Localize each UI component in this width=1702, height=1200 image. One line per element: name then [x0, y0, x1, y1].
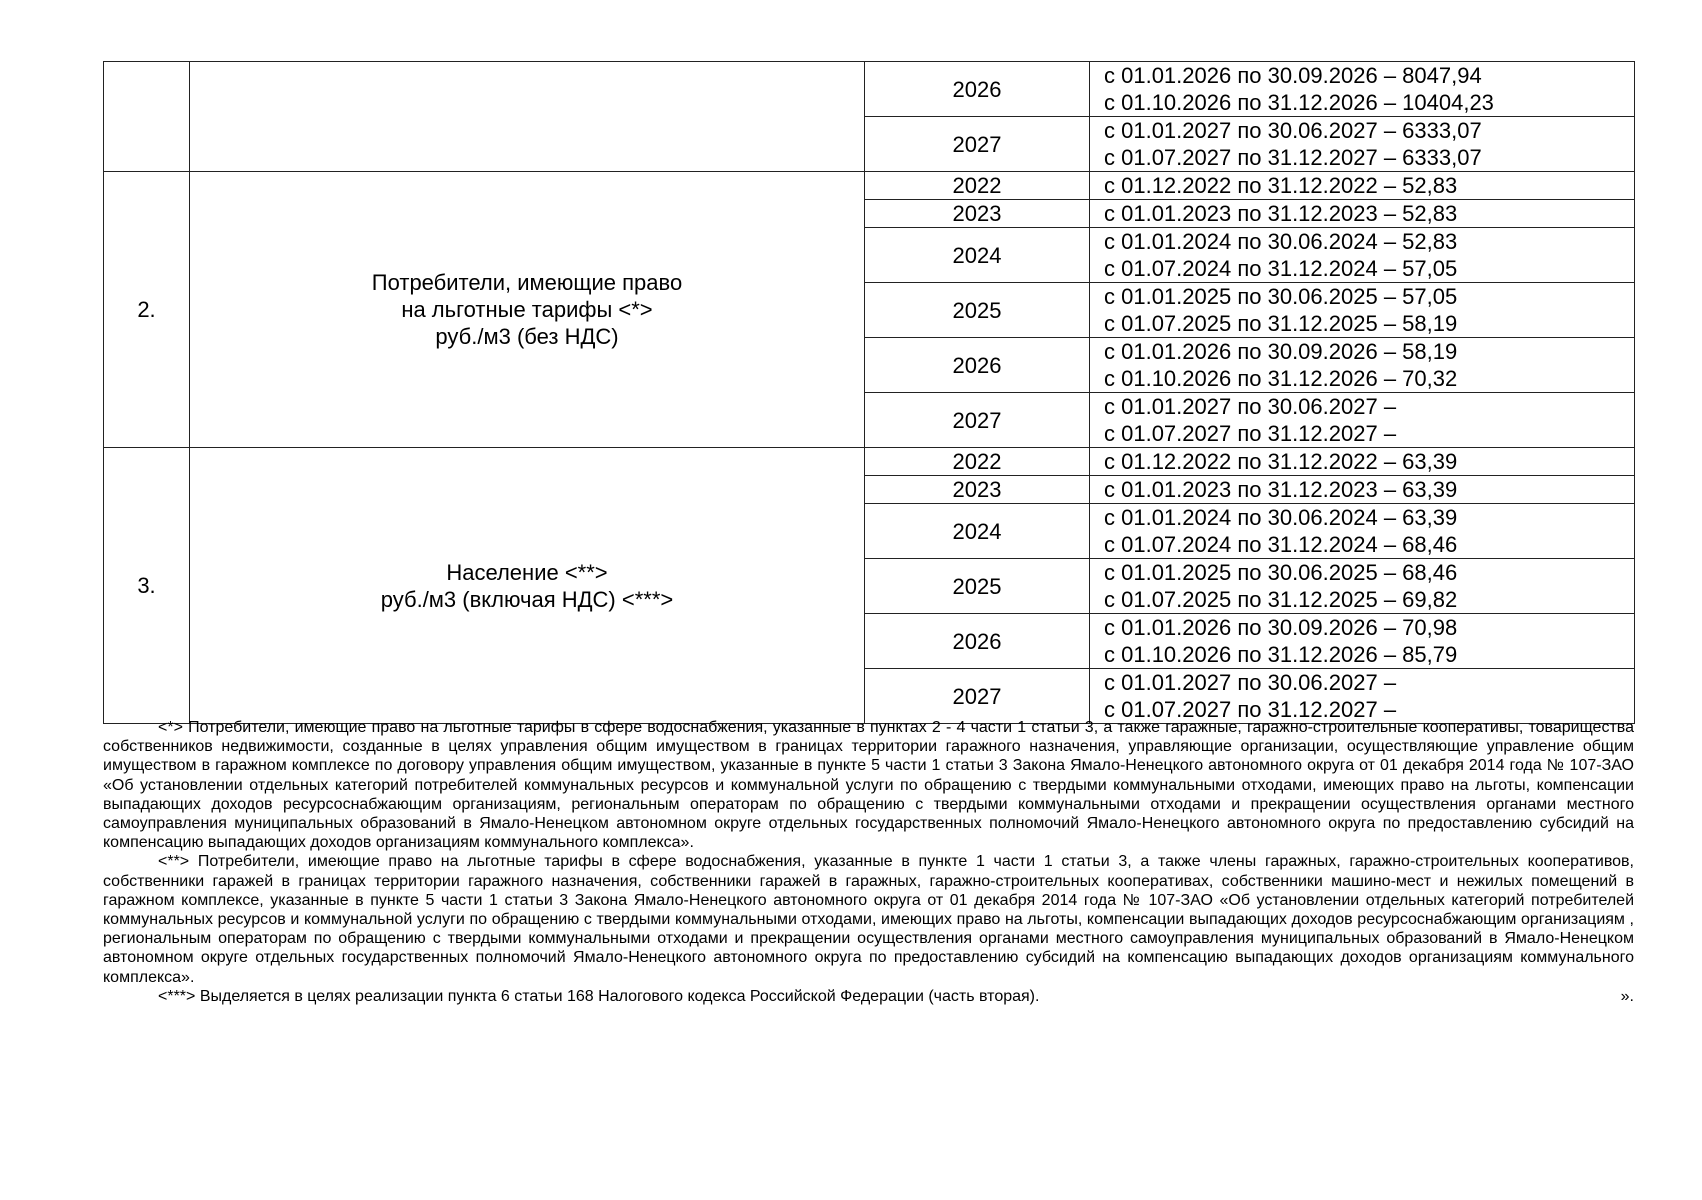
- year-cell: 2022: [865, 172, 1090, 200]
- consumer-category-cell: [190, 62, 865, 172]
- table-row: [104, 448, 1635, 476]
- consumer-category-line: Потребители, имеющие право: [371, 270, 683, 295]
- footnotes: [103, 718, 1634, 1006]
- year-cell: 2026: [865, 62, 1090, 117]
- table-row: [104, 62, 1635, 117]
- period-cell: [1090, 504, 1635, 559]
- period-line: с 01.01.2025 по 30.06.2025 – 68,46: [1104, 560, 1458, 585]
- period-line: с 01.01.2027 по 30.06.2027 –: [1104, 670, 1397, 695]
- closing-quote-mark: ».: [1620, 987, 1634, 1005]
- row-number-cell: 3.: [104, 448, 190, 724]
- consumer-category-line: руб./м3 (включая НДС) <***>: [380, 586, 674, 612]
- year-cell: 2027: [865, 669, 1090, 724]
- period-line: с 01.01.2024 по 30.06.2024 – 63,39: [1104, 505, 1458, 530]
- consumer-category-cell: [190, 448, 865, 724]
- period-line: с 01.01.2027 по 30.06.2027 –: [1104, 394, 1397, 419]
- period-line: с 01.10.2026 по 31.12.2026 – 85,79: [1104, 642, 1458, 667]
- year-cell: 2026: [865, 338, 1090, 393]
- period-cell: [1090, 228, 1635, 283]
- period-line: с 01.10.2026 по 31.12.2026 – 10404,23: [1104, 90, 1494, 115]
- year-cell: 2022: [865, 448, 1090, 476]
- period-line: с 01.12.2022 по 31.12.2022 – 52,83: [1104, 173, 1458, 198]
- period-cell: [1090, 62, 1635, 117]
- consumer-category-line: на льготные тарифы <*>: [401, 297, 653, 322]
- year-cell: 2024: [865, 504, 1090, 559]
- period-cell: [1090, 559, 1635, 614]
- footnote-3: [103, 987, 1634, 1006]
- period-cell: [1090, 338, 1635, 393]
- row-number-cell: 2.: [104, 172, 190, 448]
- period-line: с 01.01.2027 по 30.06.2027 – 6333,07: [1104, 118, 1482, 143]
- footnote-3-text: <***> Выделяется в целях реализации пункта 6 статьи 168 Налогового кодекса Российской Федерации (часть вторая).: [158, 987, 1040, 1005]
- period-line: с 01.10.2026 по 31.12.2026 – 70,32: [1104, 366, 1458, 391]
- period-line: с 01.01.2026 по 30.09.2026 – 58,19: [1104, 339, 1458, 364]
- period-line: с 01.07.2024 по 31.12.2024 – 57,05: [1104, 256, 1458, 281]
- period-line: с 01.07.2027 по 31.12.2027 –: [1104, 697, 1397, 722]
- period-cell: [1090, 393, 1635, 448]
- period-line: с 01.07.2027 по 31.12.2027 – 6333,07: [1104, 145, 1482, 170]
- footnote-2: <**> Потребители, имеющие право на льготные тарифы в сфере водоснабжения, указанные в пункте 1 части 1 статьи 3, а также члены гаражных, гаражно-строительных кооперативов, собственники гаражей в границах территории гаражного назначения, собственники гаражей в гаражных, гаражно-строительных кооперативах, собственники машино-мест и нежилых помещений в гаражном комплексе, указанные в пункте 5 части 1 статьи 3 Закона Ямало-Ненецкого автономного округа от 01 декабря 2014 года № 107-ЗАО «Об установлении отдельных категорий потребителей коммунальных ресурсов и коммунальной услуги по обращению с твердыми коммунальными отходами, имеющих право на льготы, компенсации выпадающих доходов ресурсоснабжающим организациям , региональным операторам по обращению с твердыми коммунальными отходами и прекращении осуществления органами местного самоуправления муниципальных образований в Ямало-Ненецком автономном округе отдельных государственных полномочий Ямало-Ненецкого автономного округа по предоставлению субсидий на компенсацию выпадающих доходов организациям коммунального комплекса».: [103, 853, 1634, 986]
- year-cell: 2025: [865, 283, 1090, 338]
- footnote-1: <*> Потребители, имеющие право на льготные тарифы в сфере водоснабжения, указанные в пунктах 2 - 4 части 1 статьи 3, а также гаражные, гаражно-строительные кооперативы, товарищества собственников недвижимости, созданные в целях управления общим имуществом в границах территории гаражного назначения, управляющие организации, осуществляющие управление общим имуществом в гаражном комплексе по договору управления общим имуществом, указанные в пункте 5 части 1 статьи 3 Закона Ямало-Ненецкого автономного округа от 01 декабря 2014 года № 107-ЗАО «Об установлении отдельных категорий потребителей коммунальных ресурсов и коммунальной услуги по обращению с твердыми коммунальными отходами, имеющих право на льготы, компенсации выпадающих доходов ресурсоснабжающим организациям, региональным операторам по обращению с твердыми коммунальными отходами и прекращении осуществления органами местного самоуправления муниципальных образований в Ямало-Ненецком автономном округе отдельных государственных полномочий Ямало-Ненецкого автономного округа по предоставлению субсидий на компенсацию выпадающих доходов организациям коммунального комплекса».: [103, 719, 1634, 852]
- table-row: [104, 172, 1635, 200]
- year-cell: 2025: [865, 559, 1090, 614]
- consumer-category-line: Население <**>: [446, 559, 608, 585]
- year-cell: 2023: [865, 476, 1090, 504]
- period-cell: [1090, 476, 1635, 504]
- period-line: с 01.01.2026 по 30.09.2026 – 70,98: [1104, 615, 1458, 640]
- period-cell: [1090, 283, 1635, 338]
- consumer-category-cell: [190, 172, 865, 448]
- period-cell: [1090, 448, 1635, 476]
- year-cell: 2027: [865, 393, 1090, 448]
- period-line: с 01.01.2025 по 30.06.2025 – 57,05: [1104, 284, 1458, 309]
- period-line: с 01.07.2024 по 31.12.2024 – 68,46: [1104, 532, 1458, 557]
- period-cell: [1090, 669, 1635, 724]
- period-line: с 01.01.2024 по 30.06.2024 – 52,83: [1104, 229, 1458, 254]
- period-line: с 01.07.2027 по 31.12.2027 –: [1104, 421, 1397, 446]
- year-cell: 2027: [865, 117, 1090, 172]
- row-number-cell: [104, 62, 190, 172]
- year-cell: 2024: [865, 228, 1090, 283]
- tariff-table: [103, 61, 1635, 724]
- period-cell: [1090, 117, 1635, 172]
- period-line: с 01.07.2025 по 31.12.2025 – 69,82: [1104, 587, 1458, 612]
- consumer-category-line: руб./м3 (без НДС): [435, 324, 619, 349]
- period-line: с 01.01.2026 по 30.09.2026 – 8047,94: [1104, 63, 1482, 88]
- period-line: с 01.12.2022 по 31.12.2022 – 63,39: [1104, 449, 1458, 474]
- period-cell: [1090, 200, 1635, 228]
- period-line: с 01.01.2023 по 31.12.2023 – 63,39: [1104, 477, 1458, 502]
- period-line: с 01.07.2025 по 31.12.2025 – 58,19: [1104, 311, 1458, 336]
- year-cell: 2026: [865, 614, 1090, 669]
- tariff-table-body: [104, 62, 1635, 724]
- period-cell: [1090, 614, 1635, 669]
- year-cell: 2023: [865, 200, 1090, 228]
- period-line: с 01.01.2023 по 31.12.2023 – 52,83: [1104, 201, 1458, 226]
- period-cell: [1090, 172, 1635, 200]
